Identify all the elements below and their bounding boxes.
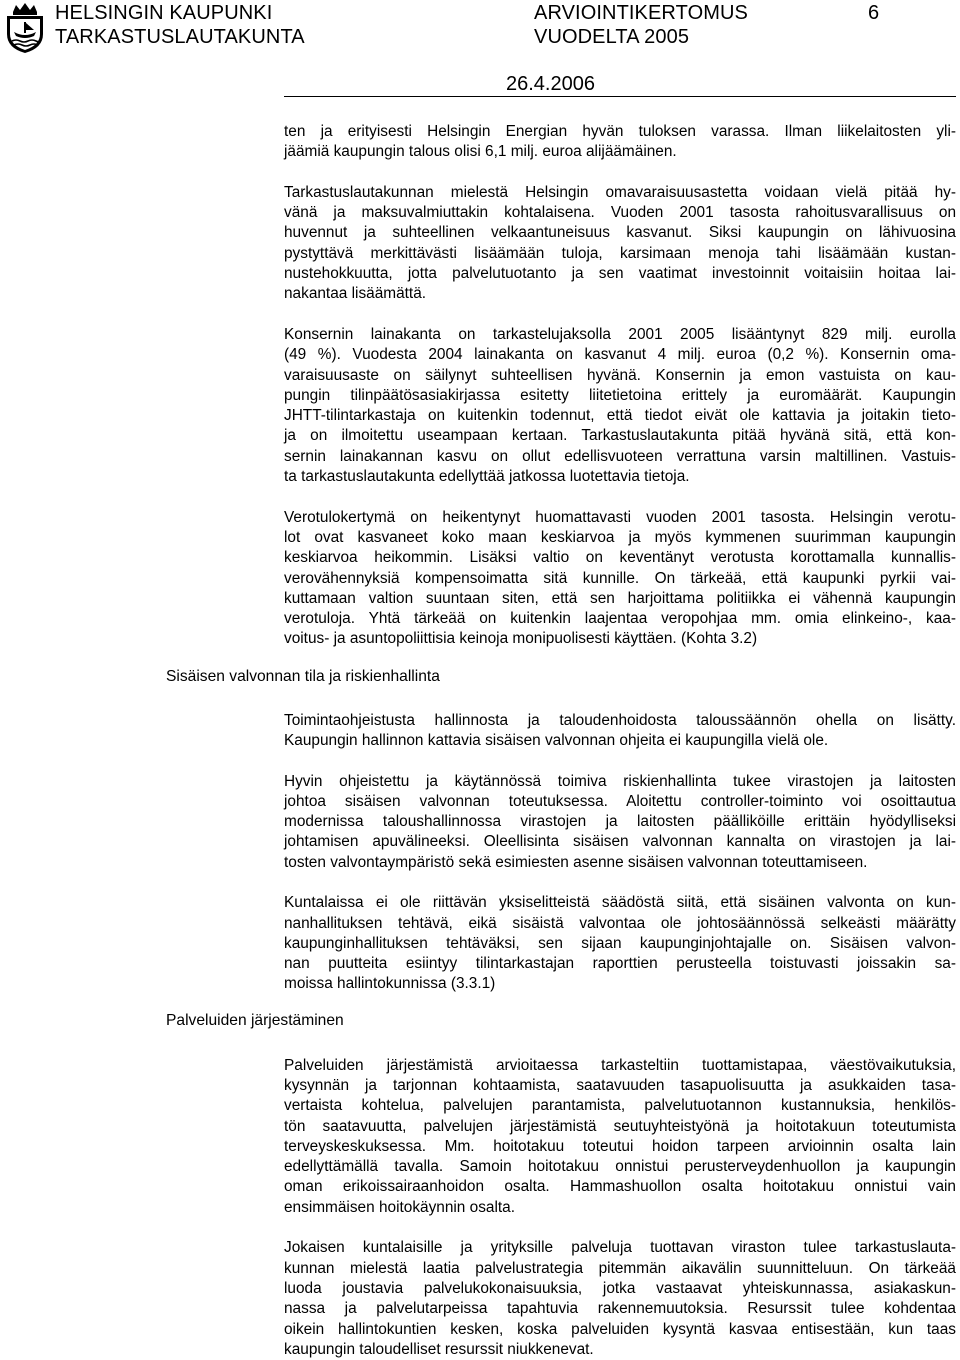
text-line: kuttamaan valtion suuntaan siten, että sen harjoittama politiikka ei vähennä kaupungin (284, 589, 956, 607)
text-line: oikein hallintokuntien kesken, koska palveluiden kysyntä kasvaa entisestään, kun taas (284, 1320, 956, 1338)
text-line: vänä ja maksuvalmiuttakin kohtalaisena. Vuoden 2001 tasosta rahoitusvarallisuus on (284, 204, 956, 222)
organization-name: HELSINGIN KAUPUNKI (55, 2, 273, 24)
helsinki-crest-logo (3, 2, 47, 54)
text-line: nassa ja palvelutarpeissa tapahtuvia rakennemuutoksia. Resurssit tulee kohdentaa (284, 1300, 956, 1318)
text-line: Konsernin lainakanta on tarkastelujaksolla 2001 2005 lisääntynyt 829 milj. eurolla (284, 325, 956, 343)
paragraph (284, 893, 956, 994)
paragraph (284, 183, 956, 305)
document-type: ARVIOINTIKERTOMUS (534, 2, 748, 24)
text-line: Hyvin ohjeistettu ja käytännössä toimiva riskienhallinta tukee virastojen ja laitosten (284, 772, 956, 790)
text-line: nanhallituksen tehtävä, eikä sisäistä valvontaa ole johtosäännössä selkeästi määrätty (284, 914, 956, 932)
paragraph (284, 1238, 956, 1360)
text-line: Kaupungin hallinnon kattavia sisäisen valvonnan ohjeita ei kaupungilla vielä ole. (284, 731, 829, 749)
side-heading-internal-control: Sisäisen valvonnan tila ja riskienhallinta (166, 668, 440, 685)
text-line: kysynnän ja tarjonnan kohtaamista, saatavuuden tasapuolisuutta ja asukkaiden tasa- (284, 1076, 956, 1094)
text-line: Verotulokertymä on heikentynyt huomattavasti vuoden 2001 tasosta. Helsingin verotu- (284, 508, 956, 526)
side-heading-services: Palveluiden järjestäminen (166, 1012, 344, 1029)
header-document-title (534, 1, 748, 49)
text-line: moissa hallintokunnissa (3.3.1) (284, 975, 496, 993)
text-line: JHTT-tilintarkastaja on kuitenkin todennut, että tiedot eivät ole kattavia ja joitakin tieto- (284, 407, 956, 425)
text-line: Kuntalaissa ei ole riittävän yksiselitteistä säädöstä siitä, että sisäinen valvonta on kun- (284, 894, 956, 912)
text-line: tosten valvontaympäristö sekä esimiesten asenne sisäisen valvonnan toteuttamiseen. (284, 853, 868, 871)
text-line: sernin lainakannan kasvu on ollut edellisvuoteen verrattuna varsin maltillinen. Vastuis- (284, 447, 956, 465)
text-line: Palveluiden järjestämistä arvioitaessa tarkasteltiin tuottamistapaa, väestövaikutuksia, (284, 1056, 956, 1074)
header-divider (284, 96, 956, 97)
department-name: TARKASTUSLAUTAKUNTA (55, 26, 305, 48)
paragraph (284, 1056, 956, 1218)
text-line: nakantaa lisäämättä. (284, 285, 427, 303)
text-line: kaupunginhallituksen tehtäväksi, sen sijaan kaupunginjohtajalle on. Sisäisen valvon- (284, 934, 956, 952)
document-year: VUODELTA 2005 (534, 26, 690, 48)
text-line: ta tarkastuslautakunta edellyttää jatkossa luotettavia tietoja. (284, 468, 690, 486)
text-line: voitus- ja asuntopoliittisia keinoja monipuolisesti käyttäen. (Kohta 3.2) (284, 630, 758, 648)
text-line: johtoa sisäisen valvonnan toteutuksessa. Aloitettu controller-toiminto voi osoittautua (284, 792, 956, 810)
text-line: verotuloja. Yhtä tärkeää on kuitenkin laajentaa veropohjaa mm. omia elinkeino-, kaa- (284, 610, 956, 628)
text-line: tön saatavuutta, palvelujen järjestämistä seutuyhteistyönä ja hoitotakuun toteutumista (284, 1117, 956, 1135)
text-line: verovähennyksiä kompensoimatta sitä kunnille. On tärkeää, että kaupunki pyrkii vai- (284, 569, 956, 587)
paragraph (284, 772, 956, 873)
text-line: jäämiä kaupungin talous olisi 6,1 milj. euroa alijäämäinen. (284, 143, 677, 161)
text-line: pystyttävä merkittävästi lisäämään tuloja, karsimaan menoja tahi lisäämään kustan- (284, 244, 956, 262)
text-line: Toimintaohjeistusta hallinnosta ja taloudenhoidosta taloussäännön ohella on lisätty. (284, 711, 956, 729)
text-line: Tarkastuslautakunnan mielestä Helsingin omavaraisuusastetta voidaan vielä pitää hy- (284, 183, 956, 201)
text-line: ja on ilmoitettu useampaan kertaan. Tarkastuslautakunta pitää hyvänä sitä, että kon- (284, 427, 956, 445)
text-line: (49 %). Vuodesta 2004 lainakanta on kasvanut 4 milj. euroa (0,2 %). Konsernin oma- (284, 346, 956, 364)
text-line: Jokaisen kuntalaisille ja yrityksille palveluja tuottavan viraston tulee tarkastuslauta- (284, 1239, 956, 1257)
text-line: luoda joustavia palvelukokonaisuuksia, jotka vastaavat yhteiskunnassa, asiakaskun- (284, 1279, 956, 1297)
text-line: kunnan mielestä laatia palvelustrategia pitemmän aikavälin suunnitteluun. On tärkeää (284, 1259, 956, 1277)
text-line: ensimmäisen hoitokäynnin osalta. (284, 1198, 515, 1216)
text-line: varaisuusaste on säilynyt suhteellisen hyvänä. Konsernin ja emon vastuista on kau- (284, 366, 956, 384)
text-line: ten ja erityisesti Helsingin Energian hyvän tuloksen varassa. Ilman liikelaitosten yli- (284, 123, 956, 140)
page-number: 6 (868, 2, 880, 24)
text-line: nan puutteita esiintyy tilintarkastajan raporttien perusteella toistuvasti joissakin sa- (284, 955, 956, 973)
text-line: pungin tilinpäätösasiakirjassa esitetty liitetietoina erittely ja euromäärät. Kaupungin (284, 386, 956, 404)
text-line: lot ovat kasvaneet koko maan keskiarvoa ja myös kymmenen suurimman kaupungin (284, 528, 956, 546)
text-line: keskiarvoa heikommin. Lisäksi valtio on keventänyt verotusta korottamalla kunnallis- (284, 549, 956, 567)
text-line: modernissa taloushallinnossa virastojen ja laitosten päälliköille erittäin hyödylliseksi (284, 813, 956, 831)
paragraph (284, 122, 956, 163)
text-line: nustehokkuutta, jotta palvelutuotanto ja sen vaatimat investoinnit voitaisiin hoitaa lai- (284, 265, 956, 283)
body-text (284, 122, 956, 1360)
text-line: oman erikoissairaanhoidon osalta. Hammashuollon osalta hoitotakuu onnistui vain (284, 1178, 956, 1196)
paragraph (284, 325, 956, 487)
text-line: vertaista kohtelua, palvelujen parantamista, palvelutuotannon kustannuksia, henkilös- (284, 1097, 956, 1115)
paragraph (284, 508, 956, 650)
text-line: kaupungin taloudelliset resurssit niukkenevat. (284, 1340, 594, 1358)
text-line: edellyttämällä tavalla. Samoin hoitotakuu onnistui perusterveydenhuollon ja kaupungin (284, 1158, 956, 1176)
text-line: johtamisen apuvälineeksi. Oleellisinta sisäisen valvonnan kannalta on virastojen ja lai- (284, 833, 956, 851)
text-line: terveyskeskuksessa. Mm. hoitotakuu toteutui hoidon tarpeen arvioinnin osalta lain (284, 1137, 956, 1155)
header-organization (55, 1, 305, 49)
document-date: 26.4.2006 (506, 73, 595, 95)
paragraph (284, 711, 956, 752)
text-line: huvennut ja suhteellinen velkaantuneisuus kasvanut. Siksi kaupungin on lähivuosina (284, 224, 956, 242)
